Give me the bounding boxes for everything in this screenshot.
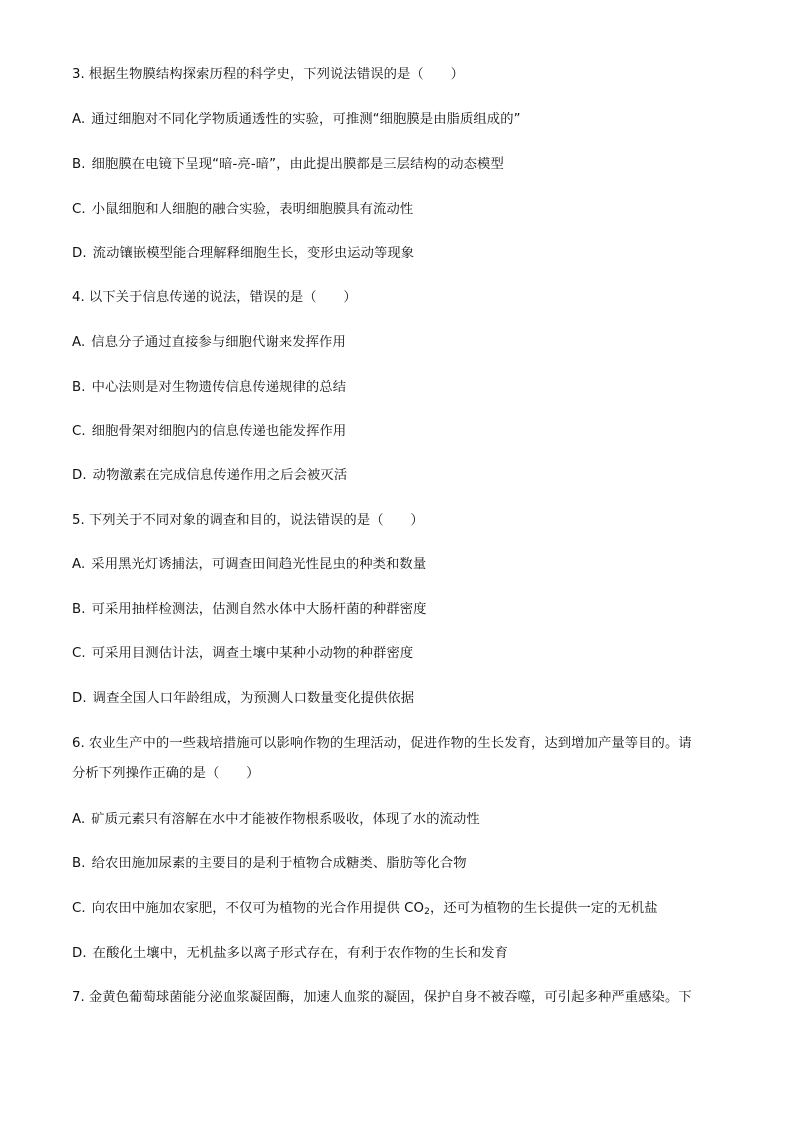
option-letter: D. [72,691,87,706]
option-letter: C. [72,646,86,661]
question-number: 4. [72,290,85,305]
question-number: 3. [72,67,85,82]
question-5-option-a [72,556,732,574]
option-letter: B. [72,602,86,617]
option-text: 动物激素在完成信息传递作用之后会被灭活 [92,468,348,483]
question-number: 5. [72,513,85,528]
option-letter: A. [72,112,86,127]
option-text: 中心法则是对生物遗传信息传递规律的总结 [91,380,347,395]
question-6-stem-line-2 [72,765,732,783]
question-4-stem [72,289,732,307]
question-text: 下列关于不同对象的调查和目的，说法错误的是（ ） [88,513,424,528]
question-4-option-b [72,379,732,397]
option-text: 调查全国人口年龄组成，为预测人口数量变化提供依据 [92,691,415,706]
question-5-option-b [72,601,732,619]
question-3-option-d [72,245,732,263]
option-letter: B. [72,856,86,871]
option-letter: D. [72,468,87,483]
option-text: 小鼠细胞和人细胞的融合实验，表明细胞膜具有流动性 [91,202,414,217]
question-4-option-c [72,423,732,441]
question-3-option-a [72,111,732,129]
question-5-stem [72,512,732,530]
question-6-option-b [72,855,732,873]
question-text: 农业生产中的一些栽培措施可以影响作物的生理活动，促进作物的生长发育，达到增加产量等目的。请 [88,736,692,751]
question-number: 6. [72,736,85,751]
option-text: 通过细胞对不同化学物质通透性的实验，可推测“细胞膜是由脂质组成的” [91,112,521,127]
question-7-stem [72,989,732,1007]
option-text: 可采用抽样检测法，估测自然水体中大肠杆菌的种群密度 [91,602,427,617]
option-text: 细胞骨架对细胞内的信息传递也能发挥作用 [91,424,347,439]
question-text: 分析下列操作正确的是（ ） [72,766,260,781]
question-6-option-c [72,900,732,918]
question-4-option-d [72,467,732,485]
option-letter: D. [72,246,87,261]
question-text: 金黄色葡萄球菌能分泌血浆凝固酶，加速人血浆的凝固，保护自身不被吞噬，可引起多种严重感染。下 [88,990,692,1005]
option-text-before: 向农田中施加农家肥，不仅可为植物的光合作用提供 CO [91,901,425,916]
option-letter: C. [72,202,86,217]
option-text: 在酸化土壤中，无机盐多以离子形式存在，有利于农作物的生长和发育 [92,946,508,961]
option-text: 可采用目测估计法，调查土壤中某种小动物的种群密度 [91,646,414,661]
option-text: 细胞膜在电镜下呈现“暗-亮-暗”，由此提出膜都是三层结构的动态模型 [91,157,504,172]
question-number: 7. [72,990,85,1005]
question-6-option-d [72,945,732,963]
option-letter: A. [72,557,86,572]
option-text: 信息分子通过直接参与细胞代谢来发挥作用 [91,335,346,350]
option-letter: D. [72,946,87,961]
option-text: 流动镶嵌模型能合理解释细胞生长，变形虫运动等现象 [92,246,415,261]
question-4-option-a [72,334,732,352]
option-letter: C. [72,424,86,439]
question-6-stem-line-1 [72,735,732,753]
question-5-option-d [72,690,732,708]
option-letter: C. [72,901,86,916]
option-text: 采用黑光灯诱捕法，可调查田间趋光性昆虫的种类和数量 [91,557,427,572]
subscript: 2 [424,907,430,917]
option-text: 矿质元素只有溶解在水中才能被作物根系吸收，体现了水的流动性 [91,812,480,827]
question-5-option-c [72,645,732,663]
option-letter: A. [72,812,86,827]
option-letter: B. [72,157,86,172]
question-3-stem [72,66,732,84]
question-3-option-b [72,156,732,174]
question-3-option-c [72,201,732,219]
option-letter: B. [72,380,86,395]
question-text: 以下关于信息传递的说法，错误的是（ ） [88,290,357,305]
option-text-after: ，还可为植物的生长提供一定的无机盐 [429,901,658,916]
question-6-option-a [72,811,732,829]
question-text: 根据生物膜结构探索历程的科学史，下列说法错误的是（ ） [88,67,465,82]
option-text: 给农田施加尿素的主要目的是利于植物合成糖类、脂肪等化合物 [91,856,467,871]
option-letter: A. [72,335,86,350]
